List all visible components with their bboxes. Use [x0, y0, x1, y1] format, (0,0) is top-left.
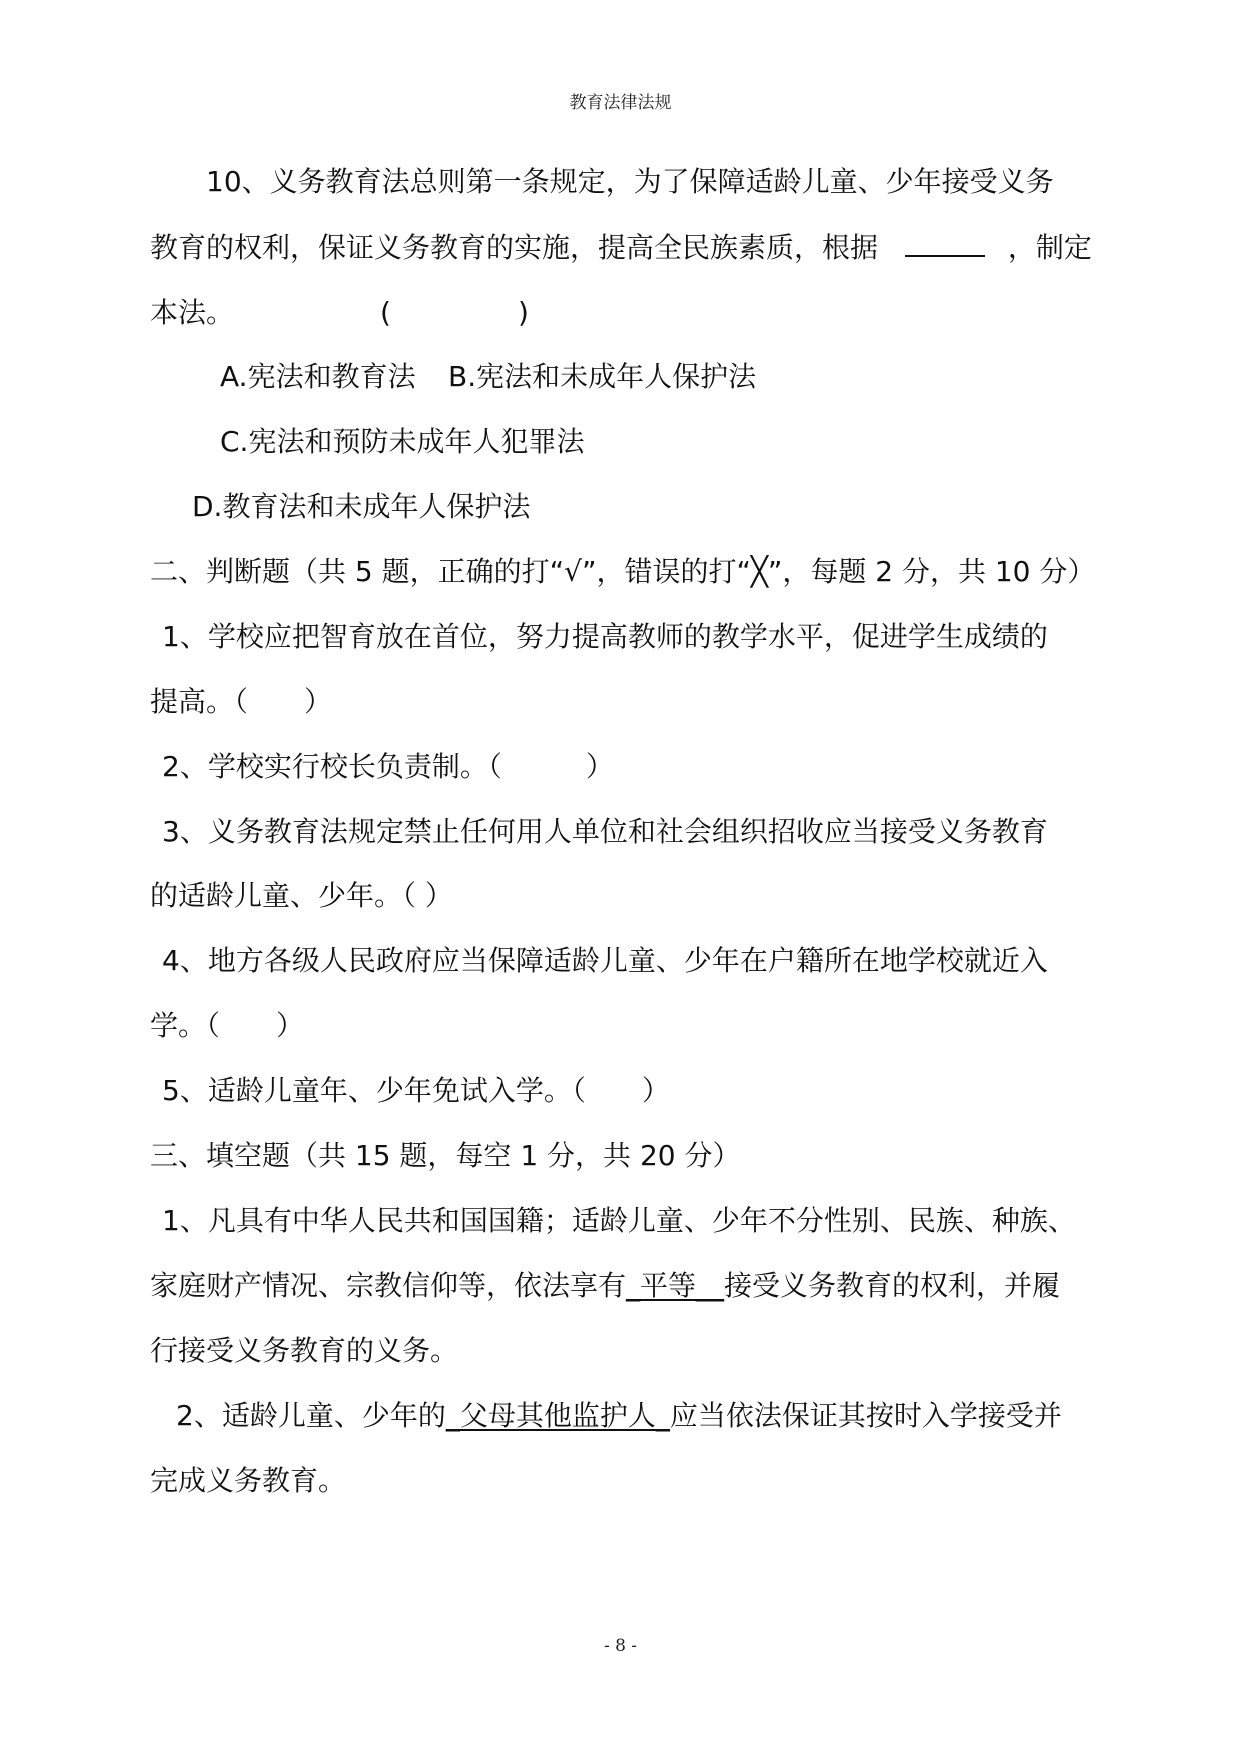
s3-q2-line1-text: 2、适龄儿童、少年的 [176, 1399, 446, 1432]
q10-line2-end: ，制定 [1007, 231, 1092, 264]
s3-q2-line1 [176, 1398, 1062, 1434]
s2-q5: 5、适龄儿童年、少年免试入学。（ ） [162, 1074, 670, 1107]
s2-q1-line1: 1、学校应把智育放在首位，努力提高教师的教学水平，促进学生成绩的 [162, 620, 1048, 653]
q10-paren-open: ( [380, 296, 391, 329]
q10-option-b[interactable]: B.宪法和未成年人保护法 [448, 360, 757, 393]
q10-option-c[interactable]: C.宪法和预防未成年人犯罪法 [220, 425, 585, 458]
section2-title: 二、判断题（共 5 题，正确的打“√”，错误的打“╳”，每题 2 分，共 10 分） [150, 555, 1096, 588]
s2-q1-line2: 提高。（ ） [150, 685, 333, 718]
s3-q2-line1-end: 应当依法保证其按时入学接受并 [669, 1399, 1062, 1432]
q10-line2-text: 教育的权利，保证义务教育的实施，提高全民族素质，根据 [150, 231, 879, 264]
s2-q3-line1: 3、义务教育法规定禁止任何用人单位和社会组织招收应当接受义务教育 [162, 815, 1048, 848]
q10-paren-close: ) [518, 296, 529, 329]
page-number: - 8 - [603, 1636, 638, 1656]
s2-q4-line1: 4、地方各级人民政府应当保障适龄儿童、少年在户籍所在地学校就近入 [162, 944, 1048, 977]
s3-q2-answer[interactable]: _父母其他监护人_ [445, 1399, 670, 1432]
s3-q1-line1: 1、凡具有中华人民共和国国籍；适龄儿童、少年不分性别、民族、种族、 [162, 1204, 1076, 1237]
q10-line1: 10、义务教育法总则第一条规定，为了保障适龄儿童、少年接受义务 [206, 165, 1054, 198]
s3-q1-line2-text: 家庭财产情况、宗教信仰等，依法享有 [150, 1269, 627, 1302]
q10-line3: 本法。 [150, 296, 235, 329]
s3-q1-line3: 行接受义务教育的义务。 [150, 1334, 459, 1367]
s3-q1-line2 [150, 1268, 1060, 1304]
s2-q2: 2、学校实行校长负责制。（ ） [162, 750, 614, 783]
q10-option-a[interactable]: A.宪法和教育法 [220, 360, 416, 393]
q10-option-d[interactable]: D.教育法和未成年人保护法 [192, 490, 531, 523]
section3-title: 三、填空题（共 15 题，每空 1 分，共 20 分） [150, 1139, 741, 1172]
s3-q1-answer[interactable]: _平等__ [626, 1269, 725, 1302]
s3-q2-line2: 完成义务教育。 [150, 1464, 347, 1497]
s2-q4-line2: 学。（ ） [150, 1009, 305, 1042]
s3-q1-line2-end: 接受义务教育的权利，并履 [724, 1269, 1061, 1302]
q10-answer-blank[interactable] [905, 229, 985, 257]
q10-line2 [150, 229, 1092, 266]
page-header: 教育法律法规 [569, 93, 672, 113]
s2-q3-line2: 的适龄儿童、少年。（ ） [150, 879, 453, 912]
